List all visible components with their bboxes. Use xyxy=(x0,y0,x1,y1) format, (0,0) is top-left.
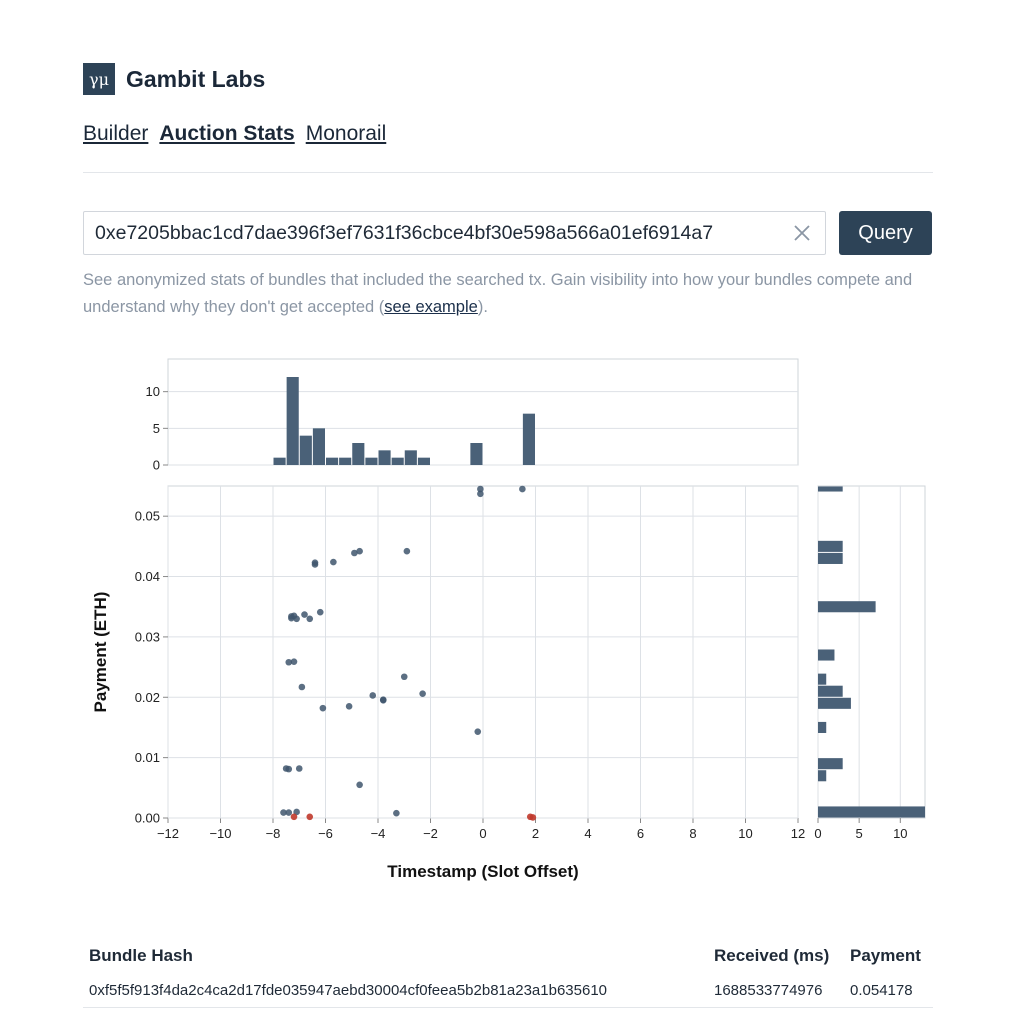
highlighted-point xyxy=(291,813,298,820)
see-example-link[interactable]: see example xyxy=(384,298,478,316)
x-tick-label: −2 xyxy=(423,826,438,841)
scatter-point xyxy=(356,548,363,555)
payment-histogram xyxy=(814,486,925,841)
histogram-bar xyxy=(352,443,364,465)
scatter-point xyxy=(301,611,308,618)
histogram-bar xyxy=(818,770,826,781)
highlighted-point xyxy=(530,814,537,821)
histogram-bar xyxy=(818,758,843,769)
payment-scatter-plot xyxy=(135,486,806,841)
scatter-point xyxy=(317,609,324,616)
bundle-hash-cell: 0xf5f5f913f4da2c4ca2d17fde035947aebd30004cf0feea5b2b81a23a1b635610 xyxy=(89,981,607,999)
y-tick-label: 0.04 xyxy=(134,569,160,585)
scatter-point xyxy=(288,615,295,622)
scatter-point xyxy=(477,486,484,493)
clear-icon[interactable] xyxy=(787,218,817,248)
scatter-point xyxy=(299,684,306,691)
scatter-point xyxy=(312,561,319,568)
help-text-after: ). xyxy=(477,298,488,316)
x-tick-label: −12 xyxy=(156,826,180,841)
scatter-point xyxy=(401,673,408,680)
histogram-bar xyxy=(818,698,851,709)
y-tick-label: 0.02 xyxy=(134,689,160,705)
histogram-bar xyxy=(818,649,834,660)
histogram-frame xyxy=(818,486,925,818)
query-button[interactable]: Query xyxy=(839,211,932,255)
histogram-bar xyxy=(339,458,351,465)
x-tick-label: −10 xyxy=(209,826,232,841)
col-bundle-hash: Bundle Hash xyxy=(89,946,193,965)
y-tick-label: 0.01 xyxy=(134,750,160,766)
scatter-point xyxy=(346,703,353,710)
histogram-bar xyxy=(818,686,843,697)
scatter-point xyxy=(419,690,426,697)
x-tick-label: 6 xyxy=(636,826,645,841)
help-text xyxy=(83,267,933,321)
x-tick-label: 4 xyxy=(584,826,592,841)
histogram-bar xyxy=(300,436,312,465)
x-tick-label: 2 xyxy=(531,826,540,841)
nav-builder[interactable]: Builder xyxy=(83,122,149,145)
histogram-bar xyxy=(365,458,377,465)
plot-frame xyxy=(168,486,798,818)
gambit-logo-icon: γμ xyxy=(83,63,115,95)
scatter-point xyxy=(291,612,298,619)
y-tick-label: 0.05 xyxy=(134,508,160,524)
histogram-bar xyxy=(818,541,843,552)
x-axis-title: Timestamp (Slot Offset) xyxy=(387,862,579,881)
y-tick-label: 0.00 xyxy=(134,810,160,826)
tx-search-input[interactable] xyxy=(84,212,787,254)
histogram-bar xyxy=(818,487,843,492)
histogram-bar xyxy=(818,722,826,733)
x-tick-label: 10 xyxy=(738,826,753,841)
histogram-bar xyxy=(818,601,876,612)
scatter-point xyxy=(280,809,287,816)
bundle-table xyxy=(83,939,933,1008)
x-tick-label: 0 xyxy=(479,826,487,841)
x-tick-label: −8 xyxy=(265,826,281,841)
x-tick-label: −4 xyxy=(370,826,386,841)
scatter-point xyxy=(351,550,358,557)
scatter-point xyxy=(288,613,295,620)
x-tick-label: 8 xyxy=(689,826,697,841)
x-tick-label: 12 xyxy=(790,826,806,841)
nav-auction-stats[interactable]: Auction Stats xyxy=(159,122,295,145)
scatter-point xyxy=(293,809,300,816)
timestamp-histogram xyxy=(146,359,798,473)
scatter-point xyxy=(380,697,387,704)
scatter-point xyxy=(312,559,319,566)
histogram-bar xyxy=(405,450,417,465)
x-tick-label: −6 xyxy=(318,826,333,841)
histogram-bar xyxy=(379,450,391,465)
histogram-frame xyxy=(168,359,798,465)
scatter-point xyxy=(477,491,484,498)
scatter-point xyxy=(306,616,313,623)
scatter-point xyxy=(369,692,376,699)
histogram-bar xyxy=(470,443,482,465)
histogram-bar xyxy=(818,806,925,817)
histogram-bar xyxy=(313,428,325,465)
scatter-point xyxy=(380,696,387,703)
y-tick-label: 10 xyxy=(145,384,160,400)
header-divider xyxy=(83,172,933,173)
col-received: Received (ms) xyxy=(714,946,830,965)
y-tick-label: 5 xyxy=(152,420,160,436)
scatter-point xyxy=(320,705,327,712)
highlighted-point xyxy=(527,813,534,820)
received-cell: 1688533774976 xyxy=(714,981,823,999)
scatter-point xyxy=(285,766,292,773)
app-header xyxy=(83,63,265,95)
histogram-bar xyxy=(326,458,338,465)
histogram-bar xyxy=(287,377,299,465)
search-box xyxy=(83,211,826,255)
histogram-bar xyxy=(392,458,404,465)
y-tick-label: 0.03 xyxy=(134,629,160,645)
scatter-point xyxy=(519,486,526,493)
x-tick-label: 5 xyxy=(855,826,863,841)
scatter-point xyxy=(291,658,298,665)
main-nav xyxy=(83,122,386,146)
histogram-bar xyxy=(274,458,286,465)
payment-cell: 0.054178 xyxy=(850,981,913,999)
y-axis-title: Payment (ETH) xyxy=(91,591,110,713)
scatter-point xyxy=(404,548,411,555)
scatter-point xyxy=(330,559,337,566)
scatter-point xyxy=(293,616,300,623)
help-text-before: See anonymized stats of bundles that included the searched tx. Gain visibility into how your bundles compete and understand why they don't get accepted ( xyxy=(83,271,913,316)
brand-name: Gambit Labs xyxy=(126,65,266,92)
x-tick-label: 0 xyxy=(814,826,822,841)
x-tick-label: 10 xyxy=(893,826,908,841)
scatter-point xyxy=(283,765,290,772)
scatter-point xyxy=(474,728,481,735)
scatter-point xyxy=(296,765,303,772)
histogram-bar xyxy=(523,414,535,465)
nav-monorail[interactable]: Monorail xyxy=(305,122,387,145)
highlighted-point xyxy=(306,813,313,820)
histogram-bar xyxy=(818,674,826,685)
scatter-point xyxy=(356,782,363,789)
histogram-bar xyxy=(418,458,430,465)
scatter-point xyxy=(393,810,400,817)
scatter-point xyxy=(285,659,292,666)
y-tick-label: 0 xyxy=(152,457,160,473)
table-row[interactable] xyxy=(83,973,933,1008)
col-payment: Payment xyxy=(850,946,921,965)
scatter-point xyxy=(285,809,292,816)
table-header xyxy=(83,939,933,973)
histogram-bar xyxy=(818,553,843,564)
